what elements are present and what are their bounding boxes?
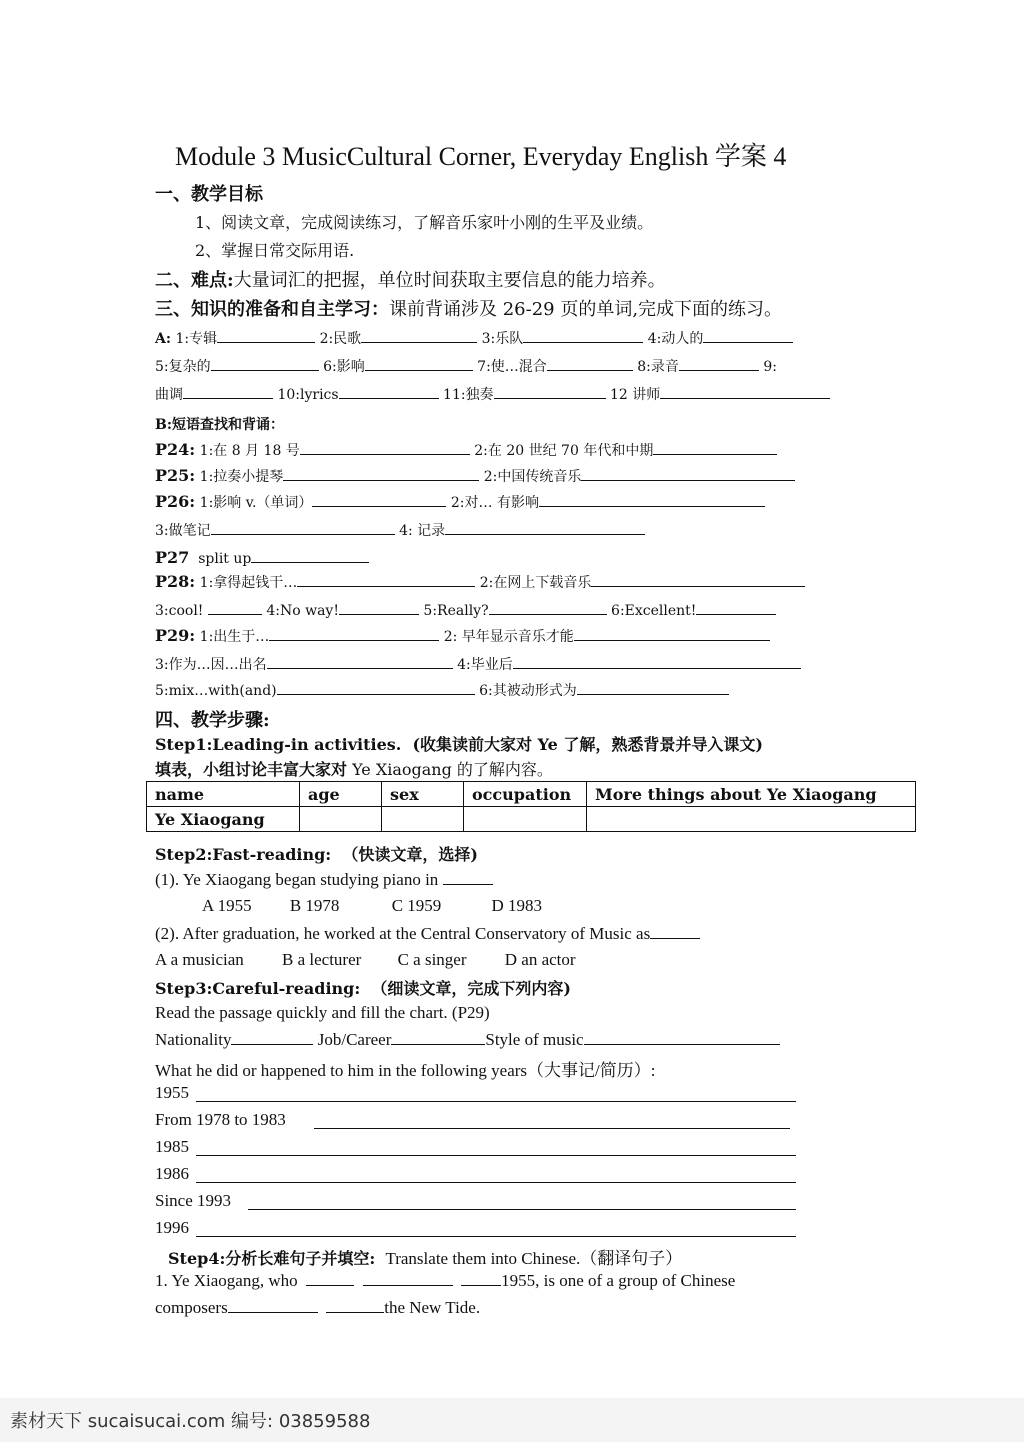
section-preparation: [155, 295, 782, 321]
option-c[interactable]: C a singer: [397, 950, 467, 969]
answer-blank[interactable]: [339, 600, 419, 615]
step1-heading: [155, 732, 763, 755]
page-label: P25:: [155, 466, 196, 485]
table-cell: Ye Xiaogang: [147, 807, 300, 832]
p28-row: [155, 572, 805, 592]
answer-blank[interactable]: [217, 328, 315, 343]
answer-blank[interactable]: [539, 492, 765, 507]
answer-blank[interactable]: [523, 328, 643, 343]
question-2: [155, 924, 700, 944]
sentence-text: 1. Ye Xiaogang, who: [155, 1271, 298, 1290]
option-d[interactable]: D an actor: [504, 950, 576, 969]
answer-line[interactable]: [196, 1182, 796, 1183]
option-a[interactable]: A a musician: [155, 950, 244, 969]
option-b[interactable]: B 1978: [289, 896, 340, 915]
option-b[interactable]: B a lecturer: [282, 950, 362, 969]
answer-blank[interactable]: [581, 466, 795, 481]
vocab-item: 6:影响: [323, 359, 365, 375]
year-label: Since 1993: [155, 1191, 232, 1210]
answer-line[interactable]: [314, 1128, 790, 1129]
question-2-options: [155, 950, 576, 970]
answer-blank[interactable]: [269, 626, 439, 641]
answer-blank[interactable]: [653, 440, 777, 455]
difficulty-label: 二、难点:: [155, 270, 234, 291]
phrase-item: 2:在网上下载音乐: [479, 575, 592, 591]
phrase-item: 3:做笔记: [155, 523, 211, 539]
question-1-options: [202, 896, 542, 916]
phrase-item: split up: [198, 551, 252, 567]
field-label: Nationality: [155, 1030, 232, 1049]
step4-heading: [168, 1244, 682, 1269]
table-cell-input[interactable]: [382, 807, 464, 832]
step1-subline: [155, 757, 553, 780]
vocab-item: 11:独奏: [443, 387, 494, 403]
answer-blank[interactable]: [283, 466, 479, 481]
phrase-item: 2:中国传统音乐: [483, 469, 582, 485]
step1-subline-a: 填表，小组讨论丰富大家对: [155, 760, 348, 779]
answer-blank[interactable]: [461, 1271, 501, 1286]
answer-blank[interactable]: [228, 1298, 318, 1313]
step4-note: Translate them into Chinese.（翻译句子）: [385, 1249, 683, 1268]
table-cell-input[interactable]: [464, 807, 587, 832]
page-label: P24:: [155, 440, 196, 459]
phrase-item: 3:作为…因…出名: [155, 657, 267, 673]
step3-label: Step3:Careful-reading:: [155, 979, 361, 998]
page-label: P29:: [155, 626, 196, 645]
phrase-item: 2:在 20 世纪 70 年代和中期: [474, 443, 654, 459]
step3-question: What he did or happened to him in the following years（大事记/简历）:: [155, 1061, 656, 1080]
vocab-item: 3:乐队: [481, 331, 524, 347]
sentence-1-line-2: [155, 1298, 480, 1318]
table-header-cell: sex: [382, 782, 464, 807]
goal-item-1: 1、阅读文章，完成阅读练习，了解音乐家叶小刚的生平及业绩。: [195, 213, 654, 232]
step3-note: （细读文章，完成下列内容): [371, 979, 571, 998]
year-label: From 1978 to 1983: [155, 1110, 286, 1129]
answer-blank[interactable]: [696, 600, 776, 615]
table-header-cell: More things about Ye Xiaogang: [587, 782, 916, 807]
table-header-row: [147, 782, 916, 807]
vocab-item: 5:复杂的: [155, 359, 211, 375]
answer-blank[interactable]: [208, 600, 262, 615]
page-label: P27: [155, 548, 190, 567]
preparation-text: 课前背诵涉及 26-29 页的单词,完成下面的练习。: [389, 299, 783, 320]
answer-blank[interactable]: [650, 924, 700, 939]
p29-row-3: [155, 680, 729, 700]
answer-blank[interactable]: [703, 328, 793, 343]
phrase-item: 2:对… 有影响: [450, 495, 539, 511]
table-cell-input[interactable]: [300, 807, 382, 832]
p26-row: [155, 492, 765, 512]
vocab-item: 8:录音: [637, 359, 679, 375]
phrase-item: 1:拉奏小提琴: [199, 469, 284, 485]
answer-blank[interactable]: [660, 384, 830, 399]
answer-blank[interactable]: [591, 572, 805, 587]
p27-row: [155, 548, 369, 567]
answer-blank[interactable]: [445, 520, 645, 535]
answer-blank[interactable]: [494, 384, 606, 399]
vocab-item: 10:lyrics: [277, 387, 339, 403]
answer-blank[interactable]: [363, 1271, 453, 1286]
phrase-item: 4:毕业后: [457, 657, 513, 673]
answer-blank[interactable]: [513, 654, 801, 669]
answer-blank[interactable]: [679, 356, 759, 371]
year-label: 1955: [155, 1083, 189, 1102]
vocab-item: 曲调: [155, 387, 183, 403]
vocab-item: 7:使…混合: [477, 359, 547, 375]
phrase-item: 5:mix…with(and): [155, 683, 277, 699]
answer-blank[interactable]: [211, 356, 319, 371]
vocab-item: 9:: [763, 359, 777, 375]
answer-blank[interactable]: [312, 492, 446, 507]
difficulty-text: 大量词汇的把握，单位时间获取主要信息的能力培养。: [233, 270, 666, 291]
answer-line[interactable]: [196, 1236, 796, 1237]
answer-blank[interactable]: [361, 328, 477, 343]
goal-item-2: 2、掌握日常交际用语.: [195, 241, 355, 260]
answer-blank[interactable]: [231, 1030, 313, 1045]
question-text: (1). Ye Xiaogang began studying piano in: [155, 870, 439, 889]
step2-heading: [155, 842, 478, 865]
p28-row-2: [155, 600, 776, 619]
sentence-text: composers: [155, 1298, 228, 1317]
answer-blank[interactable]: [577, 680, 729, 695]
answer-blank[interactable]: [306, 1271, 354, 1286]
answer-line[interactable]: [248, 1209, 796, 1210]
section-steps-heading: 四、教学步骤:: [155, 710, 270, 731]
page-label: P26:: [155, 492, 196, 511]
answer-line[interactable]: [196, 1101, 796, 1102]
year-label: 1996: [155, 1218, 189, 1237]
section-difficulty: [155, 266, 666, 292]
answer-blank[interactable]: [547, 356, 633, 371]
part-a-row-3: [155, 384, 830, 404]
page-label: P28:: [155, 572, 196, 591]
answer-blank[interactable]: [267, 654, 453, 669]
phrase-item: 5:Really?: [423, 603, 489, 619]
answer-blank[interactable]: [489, 600, 607, 615]
section-goals-heading: 一、教学目标: [155, 184, 263, 205]
answer-blank[interactable]: [574, 626, 770, 641]
vocab-item: 2:民歌: [319, 331, 362, 347]
vocab-item: 4:动人的: [647, 331, 704, 347]
part-a-row-1: [155, 328, 793, 348]
answer-blank[interactable]: [251, 548, 369, 563]
option-d[interactable]: D 1983: [491, 896, 543, 915]
answer-blank[interactable]: [326, 1298, 384, 1313]
sentence-text: 1955, is one of a group of Chinese: [501, 1271, 736, 1290]
part-a-label: A:: [155, 331, 172, 347]
table-row: [147, 807, 916, 832]
step1-subline-b: Ye Xiaogang 的了解内容。: [352, 760, 553, 779]
answer-blank[interactable]: [391, 1030, 485, 1045]
step3-instruction: Read the passage quickly and fill the chart. (P29): [155, 1003, 490, 1022]
preparation-label: 三、知识的准备和自主学习：: [155, 299, 389, 320]
answer-blank[interactable]: [584, 1030, 780, 1045]
step3-heading: [155, 976, 571, 999]
answer-blank[interactable]: [211, 520, 395, 535]
phrase-item: 1:出生于…: [199, 629, 270, 645]
ye-xiaogang-table: [146, 781, 916, 832]
answer-blank[interactable]: [365, 356, 473, 371]
sentence-text: the New Tide.: [384, 1298, 481, 1317]
step2-note: （快读文章，选择): [342, 845, 478, 864]
table-header-cell: occupation: [464, 782, 587, 807]
p24-row: [155, 440, 777, 460]
step3-fields: [155, 1030, 780, 1050]
page-title: Module 3 MusicCultural Corner, Everyday English 学案 4: [175, 142, 787, 171]
table-header-cell: name: [147, 782, 300, 807]
watermark-text: 素材天下 sucaisucai.com 编号: 03859588: [10, 1411, 371, 1432]
p26-row-2: [155, 520, 645, 540]
p29-row: [155, 626, 770, 646]
vocab-item: 12 讲师: [610, 387, 661, 403]
phrase-item: 6:其被动形式为: [479, 683, 577, 699]
table-header-cell: age: [300, 782, 382, 807]
vocab-item: 1:专辑: [175, 331, 218, 347]
field-label: Job/Career: [317, 1030, 392, 1049]
phrase-item: 1:拿得起钱干…: [199, 575, 298, 591]
field-label: Style of music: [485, 1030, 584, 1049]
sentence-1-line-1: [155, 1271, 735, 1291]
step1-note: (收集读前大家对 Ye 了解，熟悉背景并导入课文): [412, 735, 763, 754]
step4-label: Step4:分析长难句子并填空:: [168, 1249, 376, 1268]
p29-row-2: [155, 654, 801, 674]
step1-label: Step1:Leading-in activities.: [155, 735, 402, 754]
table-cell-input[interactable]: [587, 807, 916, 832]
part-a-row-2: [155, 356, 777, 376]
phrase-item: 1:在 8 月 18 号: [199, 443, 300, 459]
answer-blank[interactable]: [277, 680, 475, 695]
question-text: (2). After graduation, he worked at the Central Conservatory of Music as: [155, 924, 651, 943]
p25-row: [155, 466, 795, 486]
option-c[interactable]: C 1959: [391, 896, 442, 915]
question-1: [155, 870, 493, 890]
answer-blank[interactable]: [339, 384, 439, 399]
phrase-item: 2: 早年显示音乐才能: [443, 629, 574, 645]
phrase-item: 4: 记录: [399, 523, 446, 539]
part-b-label: B:短语查找和背诵：: [155, 417, 285, 433]
step2-label: Step2:Fast-reading:: [155, 845, 332, 864]
answer-blank[interactable]: [443, 870, 493, 885]
phrase-item: 3:cool!: [155, 603, 204, 619]
year-label: 1985: [155, 1137, 189, 1156]
phrase-item: 1:影响 v.（单词）: [199, 495, 313, 511]
answer-line[interactable]: [196, 1155, 796, 1156]
answer-blank[interactable]: [297, 572, 475, 587]
phrase-item: 6:Excellent!: [611, 603, 697, 619]
phrase-item: 4:No way!: [266, 603, 339, 619]
answer-blank[interactable]: [183, 384, 273, 399]
year-label: 1986: [155, 1164, 189, 1183]
option-a[interactable]: A 1955: [202, 896, 252, 915]
answer-blank[interactable]: [300, 440, 470, 455]
